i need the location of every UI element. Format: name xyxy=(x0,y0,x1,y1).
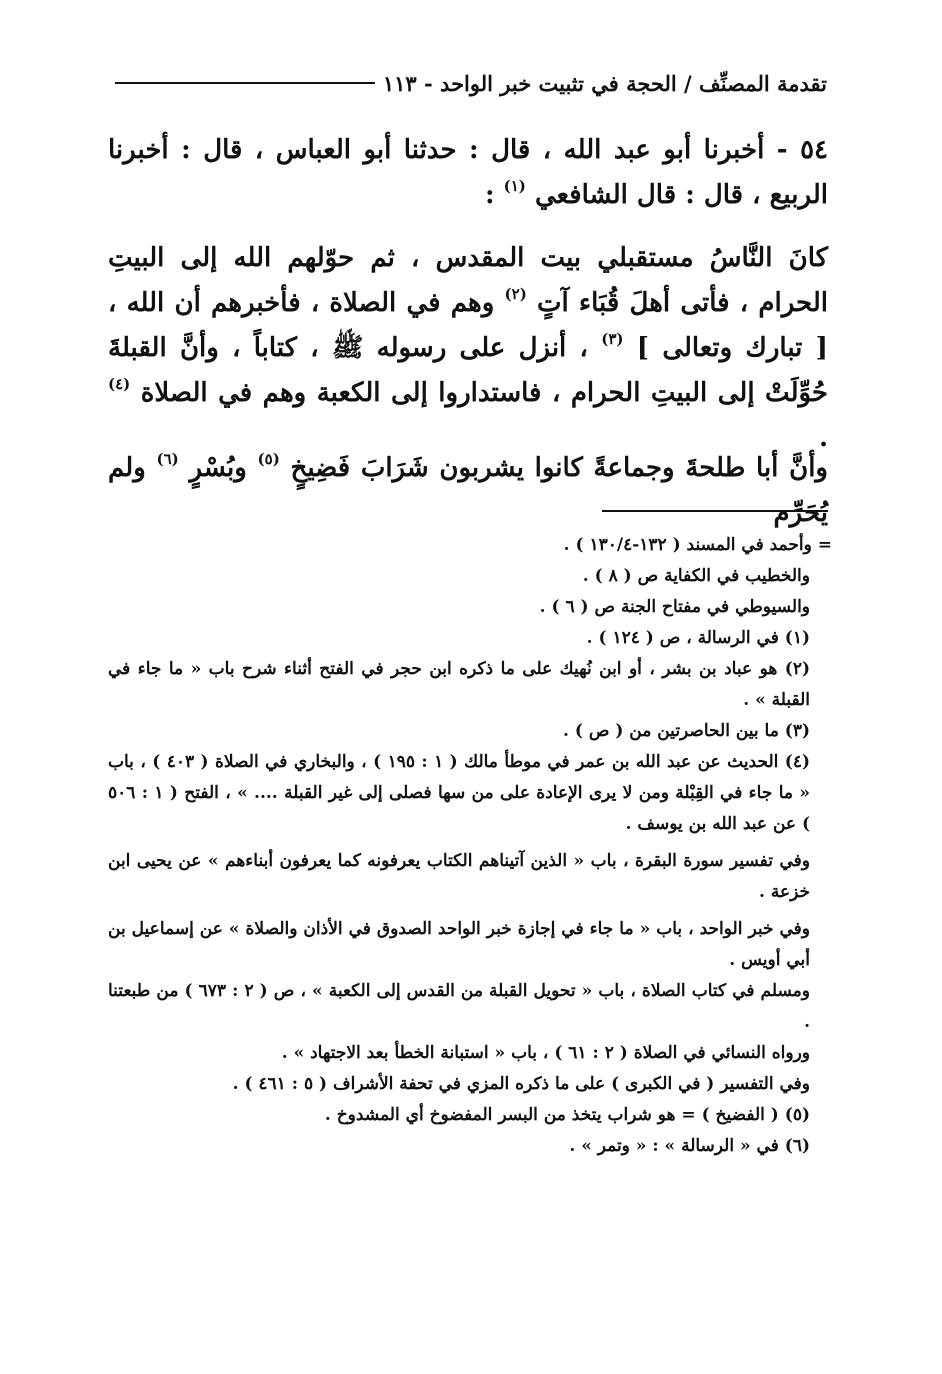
footnote-line: ورواه النسائي في الصلاة ( ٢ : ٦١ ) ، باب « استبانة الخطأ بعد الاجتهاد » . xyxy=(281,1043,810,1063)
footnote-separator xyxy=(602,510,828,512)
footnote-4: (٤) الحديث عن عبد الله بن عمر في موطأ مالك ( ١ : ١٩٥ ) ، والبخاري في الصلاة ( ٤٠٣ ) ، باب « ما جاء في القِبْلة ومن لا يرى الإعادة على من سها فصلى إلى غير القبلة .... » ، الفتح ( ١ : ٥٠٦ ) عن عبد الله بن يوسف . xyxy=(108,752,811,834)
paragraph-isnad xyxy=(108,128,828,218)
abu-talha-text-b: وبُسْرٍ xyxy=(189,453,258,483)
footnote-line: وفي خبر الواحد ، باب « ما جاء في إجازة خبر الواحد الصدوق في الأذان والصلاة » عن إسماعيل بن أبي أويس . xyxy=(108,919,810,970)
footnote-ref-3: (٣) xyxy=(601,330,624,348)
paragraph-abu-talha xyxy=(108,446,828,536)
footnote-line: وفي تفسير سورة البقرة ، باب « الذين آتيناهم الكتاب يعرفونه كما يعرفون أبناءهم » عن يحيى ابن خزعة . xyxy=(108,851,810,902)
header-rule xyxy=(115,82,375,84)
isnad-text: ٥٤ - أخبرنا أبو عبد الله ، قال : حدثنا أبو العباس ، قال : أخبرنا الربيع ، قال : قال الشافعي xyxy=(108,135,828,210)
paragraph-matn xyxy=(108,236,828,461)
footnotes xyxy=(108,530,832,1162)
abu-talha-text-c: ولم يُحَرِّم xyxy=(108,453,828,528)
matn-text-a: كانَ النَّاسُ مستقبلي بيت المقدس ، ثم حوّلهم الله إلى البيتِ الحرام ، فأتى أهلَ قُبَاء آتٍ xyxy=(108,243,828,318)
footnote-6: (٦) في « الرسالة » : « وتمر » . xyxy=(569,1136,810,1156)
footnote-5: (٥) ( الفضيخ ) = هو شراب يتخذ من البسر المفضوخ أي المشدوخ . xyxy=(324,1105,810,1125)
footnote-ref-4: (٤) xyxy=(108,375,131,393)
matn-text-b: وهم في الصلاة ، فأخبرهم أن الله ، [ تبارك وتعالى ] xyxy=(108,288,828,363)
running-header xyxy=(115,68,827,98)
footnote-1: (١) في الرسالة ، ص ( ١٢٤ ) . xyxy=(586,628,810,648)
footnote-2: (٢) هو عباد بن بشر ، أو ابن نُهيك على ما ذكره ابن حجر في الفتح أثناء شرح باب « ما جاء في القبلة » . xyxy=(108,659,810,710)
isnad-end: : xyxy=(484,180,504,210)
footnote-line: وفي التفسير ( في الكبرى ) على ما ذكره المزي في تحفة الأشراف ( ٥ : ٤٦١ ) . xyxy=(232,1074,810,1094)
footnote-ref-5: (٥) xyxy=(257,450,280,468)
matn-end: . xyxy=(818,423,828,453)
footnote-3: (٣) ما بين الحاصرتين من ( ص ) . xyxy=(563,721,810,741)
running-title: تقدمة المصنِّف / الحجة في تثبيت خبر الواحد - ١١٣ xyxy=(382,70,827,96)
footnote-line: = وأحمد في المسند ( ١٣٢-١٣٠/٤ ) . xyxy=(563,535,832,555)
footnote-ref-2: (٢) xyxy=(504,285,527,303)
footnote-line: ومسلم في كتاب الصلاة ، باب « تحويل القبلة من القدس إلى الكعبة » ، ص ( ٢ : ٦٧٣ ) من طبعتنا . xyxy=(108,981,810,1032)
footnote-line: والخطيب في الكفاية ص ( ٨ ) . xyxy=(582,566,810,586)
footnote-ref-1: (١) xyxy=(503,177,526,195)
footnote-line: والسيوطي في مفتاح الجنة ص ( ٦ ) . xyxy=(539,597,810,617)
footnote-ref-6: (٦) xyxy=(156,450,179,468)
abu-talha-text-a: وأنَّ أبا طلحةَ وجماعةً كانوا يشربون شَرَابَ فَضِيخٍ xyxy=(290,453,828,483)
matn-text-c: ، أنزل على رسوله ﷺ ، كتاباً ، وأنَّ القبلةَ حُوِّلَتْ إلى البيتِ الحرام ، فاستداروا إلى الكعبة وهم في الصلاة xyxy=(108,333,828,408)
